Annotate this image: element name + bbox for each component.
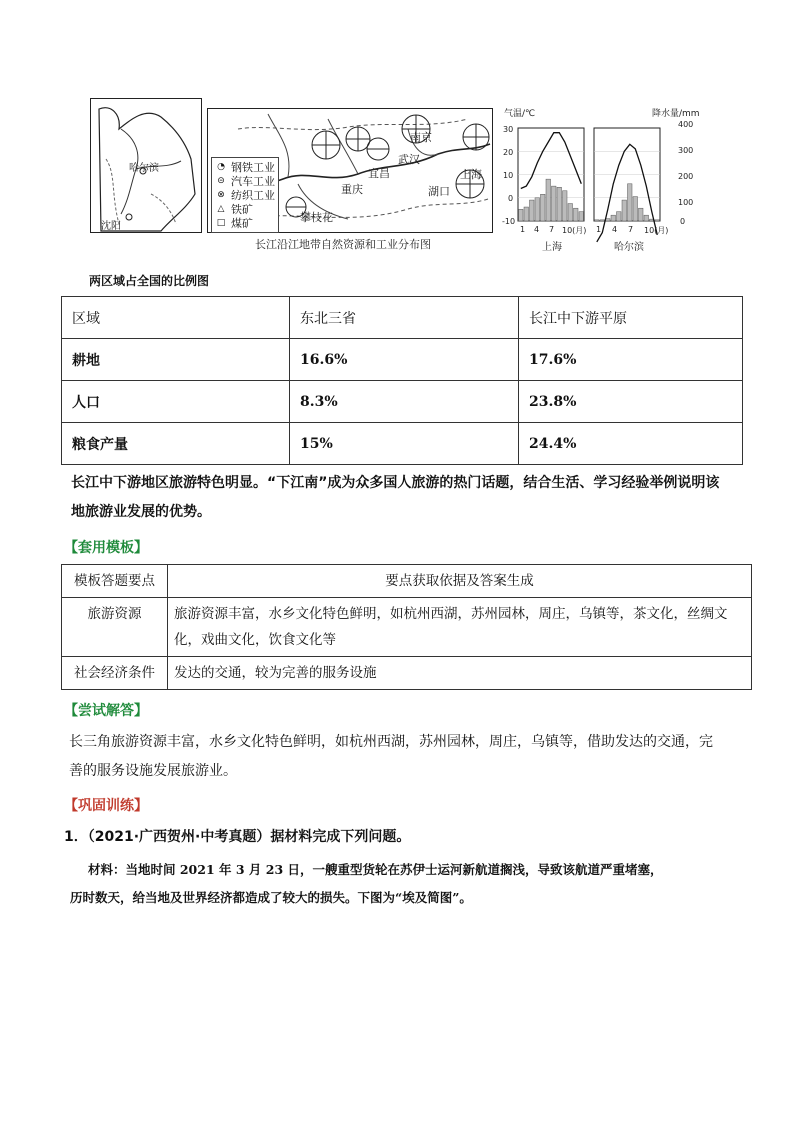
precip-tick: 200: [678, 172, 694, 181]
table-cell: 24.4%: [519, 423, 743, 465]
yangtze-map: [207, 108, 493, 233]
legend-item-iron: △ 铁矿: [215, 202, 275, 216]
ratio-table-title: 两区域占全国的比例图: [89, 274, 210, 288]
table-header-cell: 东北三省: [290, 297, 519, 339]
precip-bar: [644, 215, 649, 221]
climate-charts: [502, 106, 700, 253]
precip-tick: 400: [678, 120, 694, 129]
table-cell: 8.3%: [290, 381, 519, 423]
precip-bar: [633, 197, 638, 221]
temp-axis-label: 气温/℃: [504, 109, 536, 119]
precip-bar: [519, 209, 524, 221]
question-text: 长江中下游地区旅游特色明显。“下江南”成为众多国人旅游的热门话题，结合生活、学习经验举例说明该 地旅游业发展的优势。: [71, 475, 720, 520]
table-row: [62, 381, 743, 423]
precip-bar: [611, 215, 616, 221]
precip-bar: [546, 179, 551, 221]
city-label-nanjing: 南京: [410, 131, 432, 144]
table-header-row: [62, 565, 752, 598]
material-text: 材料：当地时间 2021 年 3 月 23 日，一艘重型货轮在苏伊士运河新航道搁浅，导致该航道严重堵塞， 历时数天，给当地及世界经济都造成了较大的损失。下图为“埃及简图”。: [70, 862, 663, 905]
temperature-line: [521, 133, 582, 189]
table-cell: 耕地: [62, 339, 290, 381]
precip-bar: [628, 184, 633, 221]
table-row: [62, 598, 752, 657]
steel-icon: ◔: [217, 162, 225, 172]
table-row: [62, 657, 752, 690]
temp-tick: 10: [503, 171, 514, 180]
month-tick: 10(月): [644, 226, 669, 235]
shanghai-chart: [518, 128, 584, 221]
city-label-panzhihua: 攀枝花: [300, 211, 333, 224]
table-row: [62, 339, 743, 381]
template-table: [61, 564, 752, 690]
temp-tick: -10: [502, 217, 516, 226]
precip-bar: [535, 198, 540, 221]
temp-tick: 0: [508, 194, 514, 203]
precip-tick: 100: [678, 198, 694, 207]
precip-bar: [639, 208, 644, 221]
precip-bar: [524, 207, 529, 221]
station-label-harbin: 哈尔滨: [614, 242, 644, 253]
month-tick: 7: [628, 225, 634, 234]
month-tick: 1: [596, 225, 602, 234]
table-cell: 23.8%: [519, 381, 743, 423]
map-legend: [211, 157, 279, 233]
answer-text: 长三角旅游资源丰富，水乡文化特色鲜明，如杭州西湖，苏州园林，周庄，乌镇等，借助发达的交通，完 善的服务设施发展旅游业。: [69, 734, 713, 779]
practice-heading: 【巩固训练】: [64, 798, 148, 814]
precip-bar: [530, 200, 535, 221]
month-tick: 10(月): [562, 226, 587, 235]
legend-item-textile: ⊗ 纺织工业: [215, 188, 275, 202]
precip-bar: [557, 187, 562, 221]
month-tick: 1: [520, 225, 526, 234]
square-icon: □: [216, 218, 226, 228]
city-label-wuhan: 武汉: [398, 153, 420, 166]
precip-bar: [579, 212, 584, 221]
city-label-chongqing: 重庆: [341, 183, 363, 196]
textile-icon: ⊗: [217, 190, 225, 200]
table-cell: 16.6%: [290, 339, 519, 381]
answer-heading: 【尝试解答】: [64, 703, 148, 719]
station-label-shanghai: 上海: [542, 242, 562, 253]
table-header-cell: 模板答题要点: [62, 565, 168, 598]
month-tick: 4: [612, 225, 618, 234]
precip-tick: 0: [680, 217, 686, 226]
triangle-icon: △: [217, 204, 225, 214]
table-cell: 15%: [290, 423, 519, 465]
month-tick: 4: [534, 225, 540, 234]
table-header-cell: 要点获取依据及答案生成: [168, 565, 752, 598]
auto-icon: ⊝: [217, 176, 225, 186]
city-label-yichang: 宜昌: [368, 167, 390, 180]
precip-bar: [622, 200, 627, 221]
city-label-shanghai: 上海: [460, 168, 482, 181]
month-tick: 7: [549, 225, 555, 234]
table-header-row: [62, 297, 743, 339]
ratio-table: [61, 296, 743, 465]
table-cell: 发达的交通，较为完善的服务设施: [168, 657, 752, 690]
northeast-map: [90, 98, 202, 233]
city-label-hukou: 湖口: [428, 185, 450, 198]
legend-item-steel: ◔ 钢铁工业: [215, 160, 275, 174]
practice-question-1: 1．（2021·广西贺州·中考真题）据材料完成下列问题。: [64, 829, 411, 845]
table-cell: 旅游资源丰富，水乡文化特色鲜明，如杭州西湖，苏州园林，周庄，乌镇等，茶文化，丝绸文化，戏曲文化，饮食文化等: [168, 598, 752, 657]
table-cell: 粮食产量: [62, 423, 290, 465]
table-header-cell: 长江中下游平原: [519, 297, 743, 339]
table-row: [62, 423, 743, 465]
precip-bar: [552, 186, 557, 221]
legend-item-coal: □ 煤矿: [216, 217, 253, 230]
precip-bar: [617, 212, 622, 221]
temp-tick: 20: [503, 148, 514, 157]
precip-tick: 300: [678, 146, 694, 155]
precip-axis-label: 降水量/mm: [652, 109, 700, 119]
precip-bar: [600, 220, 605, 221]
city-label-harbin: 哈尔滨: [129, 163, 159, 174]
precip-bar: [574, 208, 579, 221]
city-label-shenyang: 沈阳: [101, 221, 121, 232]
precip-bar: [563, 191, 568, 221]
precip-bar: [541, 194, 546, 221]
table-header-cell: 区域: [62, 297, 290, 339]
temp-tick: 30: [503, 125, 514, 134]
template-heading: 【套用模板】: [64, 540, 148, 556]
table-cell: 17.6%: [519, 339, 743, 381]
precip-bar: [655, 220, 660, 221]
precip-bar: [568, 204, 573, 221]
legend-item-auto: ⊝ 汽车工业: [215, 174, 275, 188]
table-cell: 社会经济条件: [62, 657, 168, 690]
precip-bar: [595, 220, 600, 221]
table-cell: 人口: [62, 381, 290, 423]
yangtze-map-caption: 长江沿江地带自然资源和工业分布图: [255, 238, 431, 251]
table-cell: 旅游资源: [62, 598, 168, 657]
